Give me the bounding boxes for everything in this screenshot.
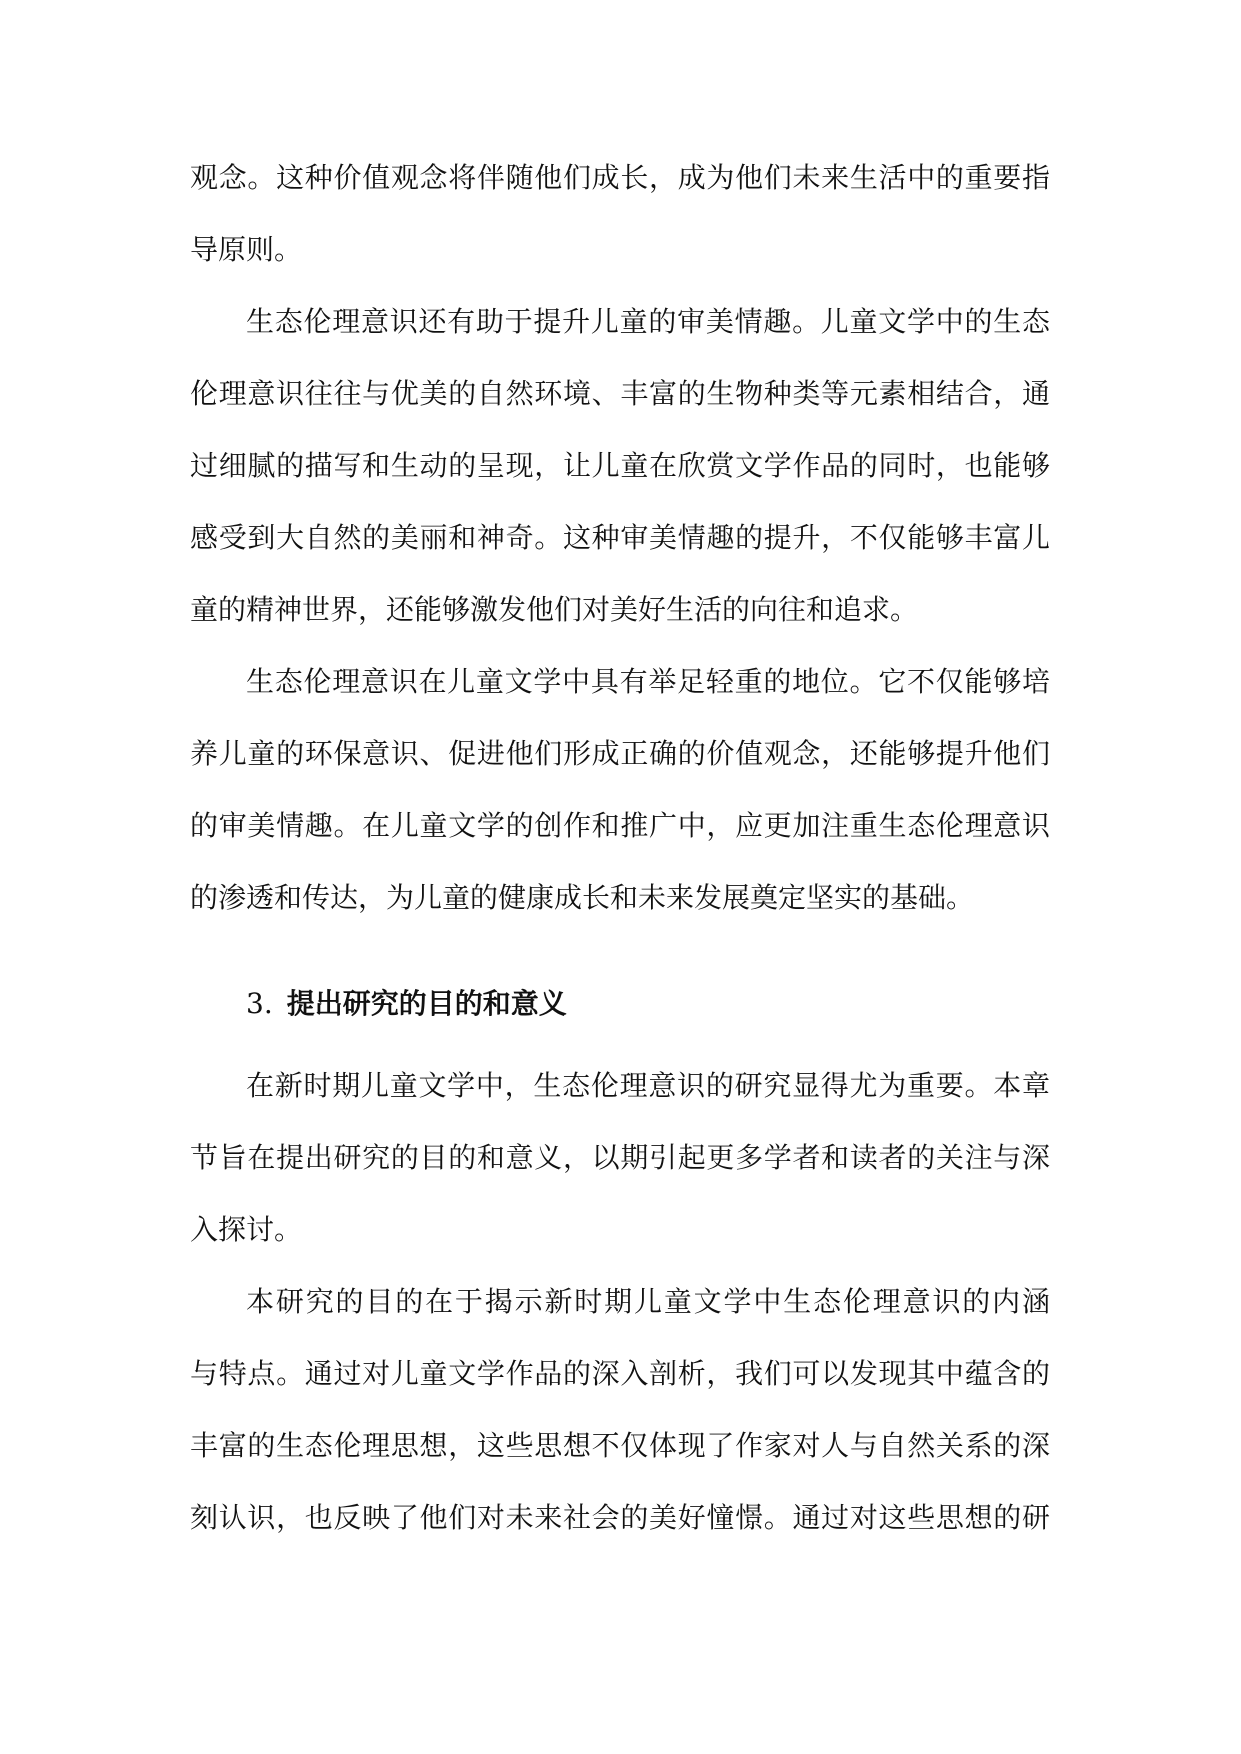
section-title: 提出研究的目的和意义 [286, 987, 567, 1020]
paragraph-line: 的审美情趣。在儿童文学的创作和推广中，应更加注重生态伦理意识 [190, 809, 1050, 842]
paragraph-line: 过细腻的描写和生动的呈现，让儿童在欣赏文学作品的同时，也能够 [190, 449, 1050, 482]
paragraph-line: 丰富的生态伦理思想，这些思想不仅体现了作家对人与自然关系的深 [190, 1429, 1050, 1462]
paragraph-line: 导原则。 [190, 233, 303, 266]
paragraph-line: 养儿童的环保意识、促进他们形成正确的价值观念，还能够提升他们 [190, 737, 1050, 770]
paragraph-line: 节旨在提出研究的目的和意义，以期引起更多学者和读者的关注与深 [190, 1141, 1050, 1174]
paragraph-line: 观念。这种价值观念将伴随他们成长，成为他们未来生活中的重要指 [190, 161, 1050, 194]
paragraph-line: 与特点。通过对儿童文学作品的深入剖析，我们可以发现其中蕴含的 [190, 1357, 1050, 1390]
paragraph-line: 的渗透和传达，为儿童的健康成长和未来发展奠定坚实的基础。 [190, 881, 975, 914]
paragraph-line: 童的精神世界，还能够激发他们对美好生活的向往和追求。 [190, 593, 919, 626]
section-number: 3. [246, 987, 273, 1020]
paragraph-line: 伦理意识往往与优美的自然环境、丰富的生物种类等元素相结合，通 [190, 377, 1050, 410]
paragraph-line: 在新时期儿童文学中，生态伦理意识的研究显得尤为重要。本章 [246, 1069, 1050, 1102]
section-heading [246, 984, 567, 1024]
paragraph-line: 感受到大自然的美丽和神奇。这种审美情趣的提升，不仅能够丰富儿 [190, 521, 1050, 554]
paragraph-line: 生态伦理意识在儿童文学中具有举足轻重的地位。它不仅能够培 [246, 665, 1050, 698]
paragraph-line: 本研究的目的在于揭示新时期儿童文学中生态伦理意识的内涵 [246, 1285, 1050, 1318]
paragraph-line: 刻认识，也反映了他们对未来社会的美好憧憬。通过对这些思想的研 [190, 1501, 1050, 1534]
paragraph-line: 入探讨。 [190, 1213, 303, 1246]
paragraph-line: 生态伦理意识还有助于提升儿童的审美情趣。儿童文学中的生态 [246, 305, 1050, 338]
